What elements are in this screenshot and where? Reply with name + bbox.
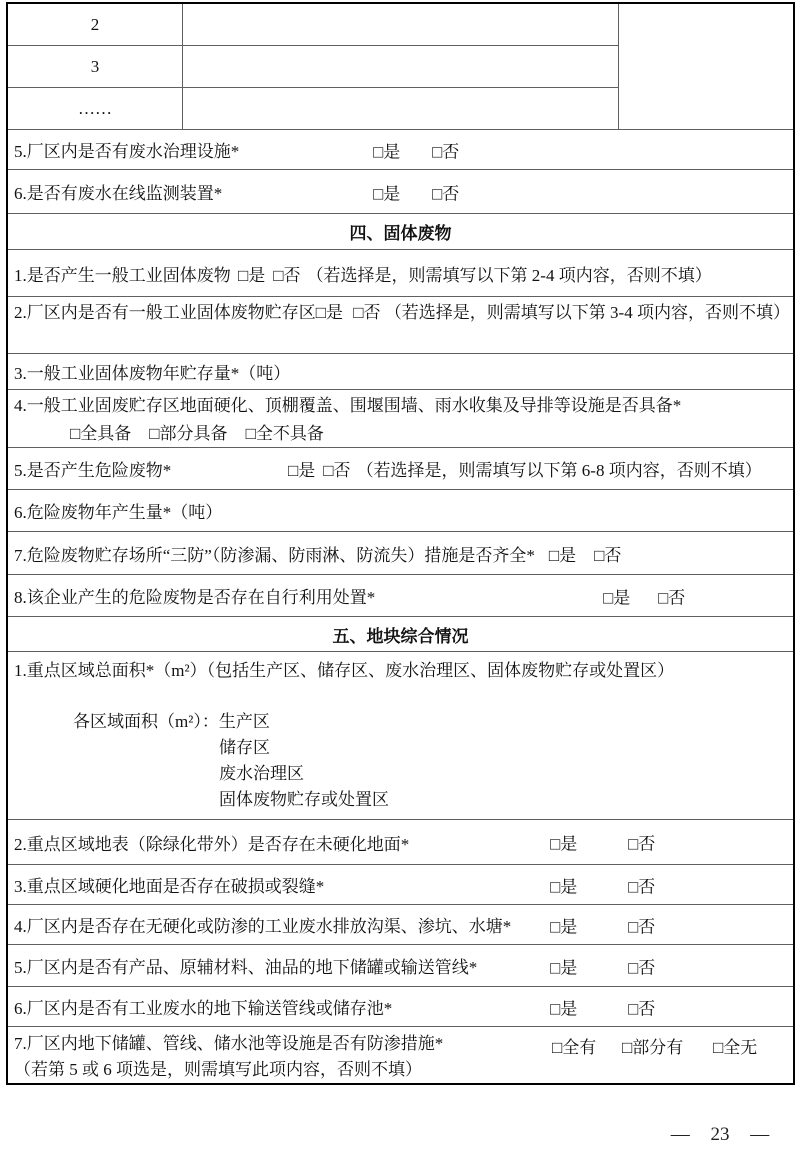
checkbox-no[interactable]: □否 xyxy=(628,917,656,936)
question-label: 4.厂区内是否存在无硬化或防渗的工业废水排放沟渠、渗坑、水塘* xyxy=(14,917,512,936)
question-label: 5.是否产生危险废物* xyxy=(14,461,172,480)
question-row-solid-2 xyxy=(8,297,793,354)
checkbox-no[interactable]: □否 xyxy=(628,999,656,1018)
checkbox-partially-equipped[interactable]: □部分具备 xyxy=(149,424,228,443)
question-label: 7.危险废物贮存场所“三防”（防渗漏、防雨淋、防流失）措施是否齐全* xyxy=(14,545,535,565)
question-row-wastewater-6 xyxy=(8,170,793,214)
question-row-solid-3 xyxy=(8,354,793,390)
checkbox-no[interactable]: □否 xyxy=(432,142,460,161)
table-row xyxy=(8,88,618,129)
table-row xyxy=(8,4,618,46)
checkbox-yes[interactable]: □是 xyxy=(315,303,344,322)
question-note: （若选择是，则需填写以下第 6-8 项内容，否则不填） xyxy=(356,461,762,480)
row-value-cell[interactable] xyxy=(183,88,618,129)
question-label: 6.危险废物年产生量*（吨） xyxy=(14,503,223,522)
checkbox-no[interactable]: □否 xyxy=(628,958,656,977)
checkbox-yes[interactable]: □是 xyxy=(550,917,578,936)
section-header-solid-waste xyxy=(8,214,793,250)
checkbox-yes[interactable]: □是 xyxy=(288,461,316,480)
row-index-cell: …… xyxy=(8,88,183,129)
option-line xyxy=(14,420,793,448)
row-value-cell[interactable] xyxy=(183,4,618,45)
question-row-site-4 xyxy=(8,905,793,945)
area-list-label: 各区域面积（m²）： xyxy=(73,712,219,731)
checkbox-yes[interactable]: □是 xyxy=(550,958,578,977)
area-item-solid-waste: 固体废物贮存或处置区 xyxy=(219,790,389,809)
checkbox-no[interactable]: □否 xyxy=(628,834,656,854)
checkbox-no[interactable]: □否 xyxy=(432,184,460,203)
section-title: 四、固体废物 xyxy=(349,224,452,243)
checkbox-partially-have[interactable]: □部分有 xyxy=(622,1038,684,1057)
question-label: 5.厂区内是否有废水治理设施* xyxy=(14,142,240,161)
survey-form-table xyxy=(6,2,795,1085)
question-row-site-1 xyxy=(8,652,793,820)
question-row-wastewater-5 xyxy=(8,130,793,170)
question-note: （若第 5 或 6 项选是，则需填写此项内容，否则不填） xyxy=(14,1060,422,1079)
area-item-storage: 储存区 xyxy=(219,738,270,757)
checkbox-none-equipped[interactable]: □全不具备 xyxy=(245,424,324,443)
checkbox-yes[interactable]: □是 xyxy=(603,588,631,607)
question-label: 1.重点区域总面积*（m²）（包括生产区、储存区、废水治理区、固体废物贮存或处置区） xyxy=(14,661,675,680)
question-row-solid-1 xyxy=(8,250,793,297)
checkbox-yes[interactable]: □是 xyxy=(550,999,578,1018)
question-note: （若选择是，则需填写以下第 3-4 项内容，否则不填） xyxy=(384,303,790,322)
checkbox-yes[interactable]: □是 xyxy=(238,265,266,285)
question-label: 7.厂区内地下储罐、管线、储水池等设施是否有防渗措施* xyxy=(14,1034,444,1053)
question-row-site-5 xyxy=(8,945,793,987)
area-item-wastewater-treatment: 废水治理区 xyxy=(219,764,304,783)
question-label: 4.一般工业固废贮存区地面硬化、顶棚覆盖、围堰围墙、雨水收集及导排等设施是否具备* xyxy=(14,396,682,415)
checkbox-all-equipped[interactable]: □全具备 xyxy=(70,424,132,443)
question-label: 3.一般工业固体废物年贮存量*（吨） xyxy=(14,364,291,383)
checkbox-no[interactable]: □否 xyxy=(658,588,686,607)
question-label: 2.重点区域地表（除绿化带外）是否存在未硬化地面* xyxy=(14,834,410,854)
checkbox-yes[interactable]: □是 xyxy=(548,545,577,565)
checkbox-none-have[interactable]: □全无 xyxy=(713,1038,758,1057)
row-index-cell: 3 xyxy=(8,46,183,87)
checkbox-no[interactable]: □否 xyxy=(628,877,656,896)
subtable-left-columns xyxy=(8,4,618,129)
checkbox-yes[interactable]: □是 xyxy=(373,142,401,161)
checkbox-yes[interactable]: □是 xyxy=(550,834,578,854)
table-row xyxy=(8,46,618,88)
question-label: 1.是否产生一般工业固体废物 xyxy=(14,265,231,285)
question-label: 3.重点区域硬化地面是否存在破损或裂缝* xyxy=(14,877,325,896)
question-row-solid-4 xyxy=(8,390,793,448)
question-row-solid-5 xyxy=(8,448,793,490)
question-row-site-3 xyxy=(8,865,793,905)
checkbox-no[interactable]: □否 xyxy=(594,545,622,565)
question-row-site-2 xyxy=(8,820,793,865)
question-label: 5.厂区内是否有产品、原辅材料、油品的地下储罐或输送管线* xyxy=(14,958,478,977)
section-title: 五、地块综合情况 xyxy=(332,626,469,646)
question-label: 2.厂区内是否有一般工业固体废物贮存区 xyxy=(14,303,316,322)
area-item-production: 生产区 xyxy=(218,712,270,731)
question-row-solid-8 xyxy=(8,575,793,617)
checkbox-no[interactable]: □否 xyxy=(273,265,301,285)
question-label: 8.该企业产生的危险废物是否存在自行利用处置* xyxy=(14,588,376,607)
question-row-solid-7 xyxy=(8,532,793,575)
numbered-subtable xyxy=(8,4,793,130)
section-header-site-overview xyxy=(8,617,793,652)
area-list xyxy=(14,709,793,813)
checkbox-no[interactable]: □否 xyxy=(323,461,351,480)
row-index-cell: 2 xyxy=(8,4,183,45)
checkbox-no[interactable]: □否 xyxy=(353,303,381,322)
merged-side-cell[interactable] xyxy=(618,4,793,129)
page-number: — 23 — xyxy=(670,1124,770,1145)
checkbox-all-have[interactable]: □全有 xyxy=(552,1038,597,1057)
question-row-site-7 xyxy=(8,1027,793,1083)
question-row-site-6 xyxy=(8,987,793,1027)
question-note: （若选择是，则需填写以下第 2-4 项内容，否则不填） xyxy=(306,265,712,285)
checkbox-yes[interactable]: □是 xyxy=(550,877,578,896)
question-row-solid-6 xyxy=(8,490,793,532)
row-value-cell[interactable] xyxy=(183,46,618,87)
checkbox-yes[interactable]: □是 xyxy=(373,184,401,203)
question-label: 6.是否有废水在线监测装置* xyxy=(14,184,223,203)
question-label: 6.厂区内是否有工业废水的地下输送管线或储存池* xyxy=(14,999,393,1018)
